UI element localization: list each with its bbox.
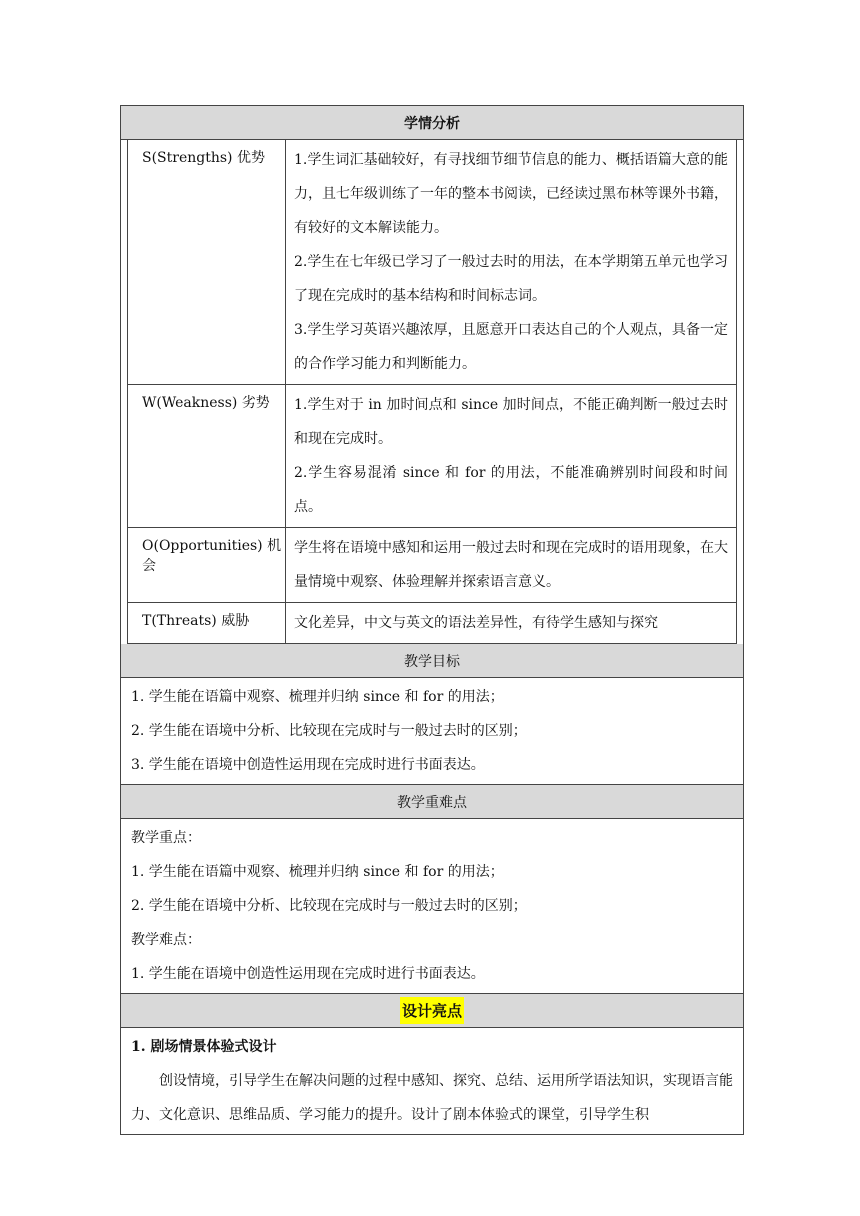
objective-item: 1. 学生能在语篇中观察、梳理并归纳 since 和 for 的用法； [131, 689, 504, 705]
table-frame [120, 105, 744, 1135]
swot-content [286, 528, 736, 602]
swot-paragraph: 文化差异，中文与英文的语法差异性，有待学生感知与探究 [294, 615, 658, 631]
swot-label: T(Threats) 威胁 [128, 603, 286, 643]
key-point-line: 教学重点： [131, 830, 201, 846]
swot-row-threats [128, 603, 736, 644]
swot-paragraph: 3.学生学习英语兴趣浓厚，且愿意开口表达自己的个人观点，具备一定的合作学习能力和判断能力。 [294, 322, 728, 372]
swot-row-weakness [128, 385, 736, 528]
objective-item: 2. 学生能在语境中分析、比较现在完成时与一般过去时的区别； [131, 723, 527, 739]
highlights-block [121, 1028, 743, 1135]
swot-paragraph: 1.学生对于 in 加时间点和 since 加时间点，不能正确判断一般过去时和现在完成时。 [294, 397, 728, 447]
key-point-line: 1. 学生能在语境中创造性运用现在完成时进行书面表达。 [131, 966, 485, 982]
highlight-body: 创设情境，引导学生在解决问题的过程中感知、探究、总结、运用所学语法知识，实现语言能力、文化意识、思维品质、学习能力的提升。设计了剧本体验式的课堂，引导学生积 [131, 1073, 733, 1123]
swot-label: O(Opportunities) 机会 [128, 528, 286, 602]
swot-paragraph: 1.学生词汇基础较好，有寻找细节细节信息的能力、概括语篇大意的能力，且七年级训练了一年的整本书阅读，已经读过黑布林等课外书籍，有较好的文本解读能力。 [294, 152, 728, 236]
key-points-block [121, 819, 743, 994]
swot-row-strengths [128, 140, 736, 385]
key-point-line: 2. 学生能在语境中分析、比较现在完成时与一般过去时的区别； [131, 898, 527, 914]
highlight-subtitle: 1. 剧场情景体验式设计 [131, 1039, 277, 1055]
highlighted-title: 设计亮点 [400, 997, 464, 1024]
key-point-line: 教学难点： [131, 932, 201, 948]
objectives-block [121, 678, 743, 785]
swot-label: S(Strengths) 优势 [128, 140, 286, 384]
lesson-plan-table [120, 105, 744, 1135]
swot-label: W(Weakness) 劣势 [128, 385, 286, 527]
swot-table [127, 140, 737, 644]
swot-content [286, 603, 736, 643]
swot-row-opportunities [128, 528, 736, 603]
swot-paragraph: 2.学生在七年级已学习了一般过去时的用法，在本学期第五单元也学习了现在完成时的基本结构和时间标志词。 [294, 254, 728, 304]
section-header-key-difficult-points: 教学重难点 [121, 785, 743, 819]
objective-item: 3. 学生能在语境中创造性运用现在完成时进行书面表达。 [131, 757, 485, 773]
section-header-design-highlights [121, 994, 743, 1028]
swot-paragraph: 2.学生容易混淆 since 和 for 的用法，不能准确辨别时间段和时间点。 [294, 465, 728, 515]
swot-content [286, 140, 736, 384]
section-header-objectives: 教学目标 [121, 644, 743, 678]
swot-paragraph: 学生将在语境中感知和运用一般过去时和现在完成时的语用现象，在大量情境中观察、体验理解并探索语言意义。 [294, 540, 728, 590]
section-header-student-analysis: 学情分析 [121, 106, 743, 140]
key-point-line: 1. 学生能在语篇中观察、梳理并归纳 since 和 for 的用法； [131, 864, 504, 880]
swot-content [286, 385, 736, 527]
